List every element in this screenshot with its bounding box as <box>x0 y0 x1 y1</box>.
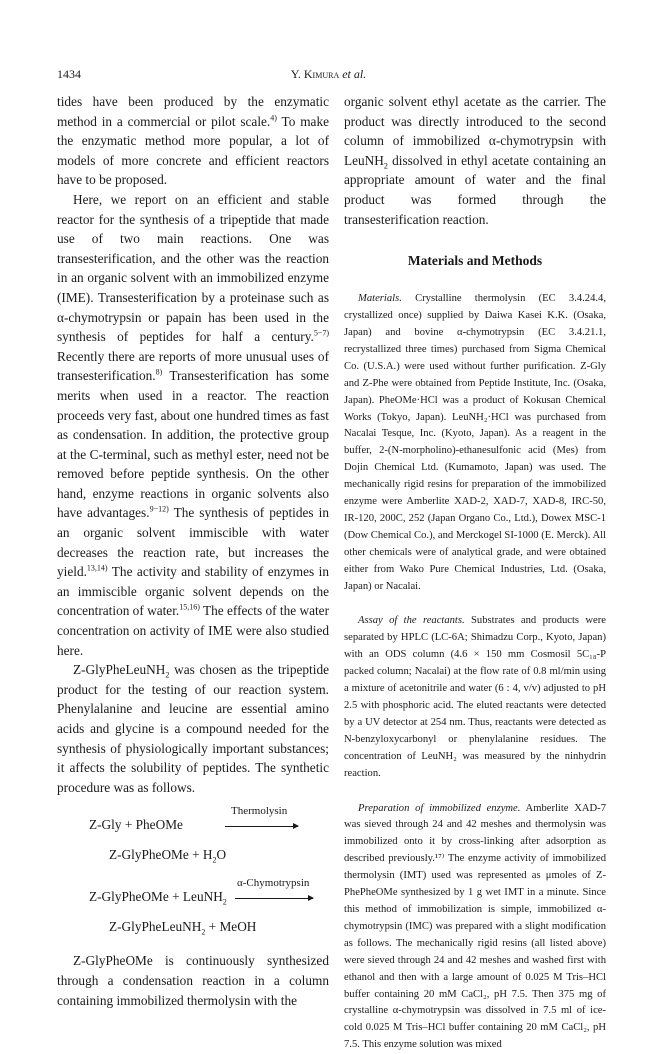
reaction-2-arrow <box>235 898 313 899</box>
running-head <box>0 67 657 82</box>
reaction-1-arrow <box>225 826 298 827</box>
right-column <box>344 92 606 1054</box>
page-number: 1434 <box>57 67 81 81</box>
reaction-1-reactants: Z-Gly + PheOMe <box>89 817 183 833</box>
left-paragraph-1: tides have been produced by the enzymatic method in a commercial or pilot scale.$^{4)}$ To make the enzymatic method more popular, a lot of models of more concrete and efficient reactors have to be proposed. <box>57 94 330 188</box>
left-paragraph-3: Z-GlyPheLeuNH$_2$ was chosen as the tripeptide product for the testing of our reaction system. Phenylalanine and leucine are essential amino acids and glycine is a compound needed for the synthesis of physiologically important substances; it affects the solubility of peptides. The synthetic procedure was as follows. <box>57 662 329 795</box>
reaction-1-enzyme: Thermolysin <box>231 805 288 818</box>
left-paragraph-4: Z-GlyPheOMe is continuously synthesized through a condensation reaction in a column containing immobilized thermolysin with the <box>57 953 329 1008</box>
section-heading: Materials and Methods <box>407 253 543 269</box>
running-head-author: Y. Kimura <box>290 67 340 81</box>
reaction-scheme <box>57 807 329 945</box>
materials-paragraph: Materials. Crystalline thermolysin (EC 3.4.24.4, crystallized once) supplied by Daiwa Kasei K.K. (Osaka, Japan) and bovine α-chymotrypsin (EC 3.4.21.1, recrystallized three times) purchased from Sigma Chemical Co. (U.S.A.) were used without further purification. Z-Gly and Z-Phe were obtained from Peptide Institute, Inc. (Osaka, Japan). PheOMe·HCl was a product of Kokusan Chemical Works (Tokyo, Japan). LeuNH₂·HCl was purchased from Nacalai Tesque, Inc. (Kyoto, Japan). As a reagent in the buffer, 2-(N-morpholino)-ethanesulfonic acid (Mes) from Dojin Chemical Ltd. (Kumamoto, Japan) was used. The mechanically rigid resins for preparation of the immobilized enzyme were Amberlite XAD-2, XAD-7, XAD-8, IRC-50, IR-120, 200C, 252 (Japan Organo Co., Ltd.), Dowex MSC-1 (Dow Chemical Co.), and Merckogel SI-1000 (E. Merck). All other chemicals were of analytical grade, and were obtained either from Wako Pure Chemical Industries, Ltd. (Osaka, Japan) or Nacalai. <box>344 293 606 592</box>
reaction-1-products: Z-GlyPheOMe + $H_2O$ <box>109 847 227 866</box>
reaction-2-enzyme: α-Chymotrypsin <box>237 877 310 890</box>
assay-paragraph: Assay of the reactants. Substrates and products were separated by HPLC (LC-6A; Shimadzu Corp., Kyoto, Japan) with an ODS column (4.6 × 150 mm Cosmosil 5C₁₈-P packed column; Nacalai) at the flow rate of 0.8 ml/min using a mixture of acetonitrile and water (6 : 4, v/v) adjusted to pH 2.5 with phosphoric acid. The eluted reactants were detected by a UV detector at 254 nm. Thus, reactants were detected as N-benzyloxycarbonyl or phenylalanine residues. The concentration of LeuNH₂ was measured by the ninhydrin reaction. <box>344 615 606 779</box>
reaction-2-reactants: Z-GlyPheOMe + LeuNH$_2$ <box>89 889 227 908</box>
left-paragraph-2: Here, we report on an efficient and stable reactor for the synthesis of a tripeptide that made use of two main reactions. One was transesterification, and the other was the reaction in an organic solvent with an immobilized enzyme (IME). Transesterification by a proteinase such as α-chymotrypsin or papain has been used in the synthesis of peptides for half a century.$^{5-7)}$ Recently there are reports of more unusual uses of transesterification.$^{8)}$ Transesterification has some merits when used in a reactor. The reaction proceeds very fast, about one hundred times as fast as condensation. In addition, the protective group at the C-terminal, such as methyl ester, need not be removed before peptide synthesis. On the other hand, enzyme reactions in organic solvents also have advantages.$^{9-12)}$ The synthesis of peptides in an organic solvent immiscible with water decreases the reaction rate, but increases the yield.$^{13,14)}$ The activity and stability of enzymes in an immiscible organic solvent depends on the concentration of water.$^{15,16)}$ The effects of the water concentration on activity of IME were also studied here. <box>57 191 329 658</box>
right-paragraph-1: organic solvent ethyl acetate as the carrier. The product was directly introduced to the second column of immobilized α-chymotrypsin with LeuNH$_2$ dissolved in ethyl acetate containing an appropriate amount of water and the final product was formed through the transesterification reaction. <box>344 94 606 227</box>
left-column <box>57 92 329 1010</box>
running-head-etal: et al. <box>342 67 367 81</box>
preparation-paragraph: Preparation of immobilized enzyme. Amberlite XAD-7 was sieved through 24 and 42 meshes and thermolysin was immobilized onto it by cross-linking after adsorption as described previously.¹⁷⁾ The enzyme activity of immobilized thermolysin (IMT) used was represented as μmoles of Z-PhePheOMe synthesized by 1 g wet IMT in a minute. Since this method of immobilization is simple, immobilized α-chymotrypsin (IMC) was prepared with a slight modification as follows. The mechanically rigid resins (all listed above) were sieved through 24 and 42 meshes and washed first with ethanol and then with a large amount of 0.025 M Tris–HCl buffer containing 20 mM CaCl₂, pH 7.5. Then 375 mg of crystalline α-chymotrypsin was dissolved in 7.5 ml of ice-cold 0.025 M Tris–HCl buffer containing 20 mM CaCl₂, pH 7.5. This enzyme solution was mixed <box>344 802 607 1051</box>
reaction-2-products: Z-GlyPheLeuNH$_2$ + MeOH <box>109 919 257 938</box>
